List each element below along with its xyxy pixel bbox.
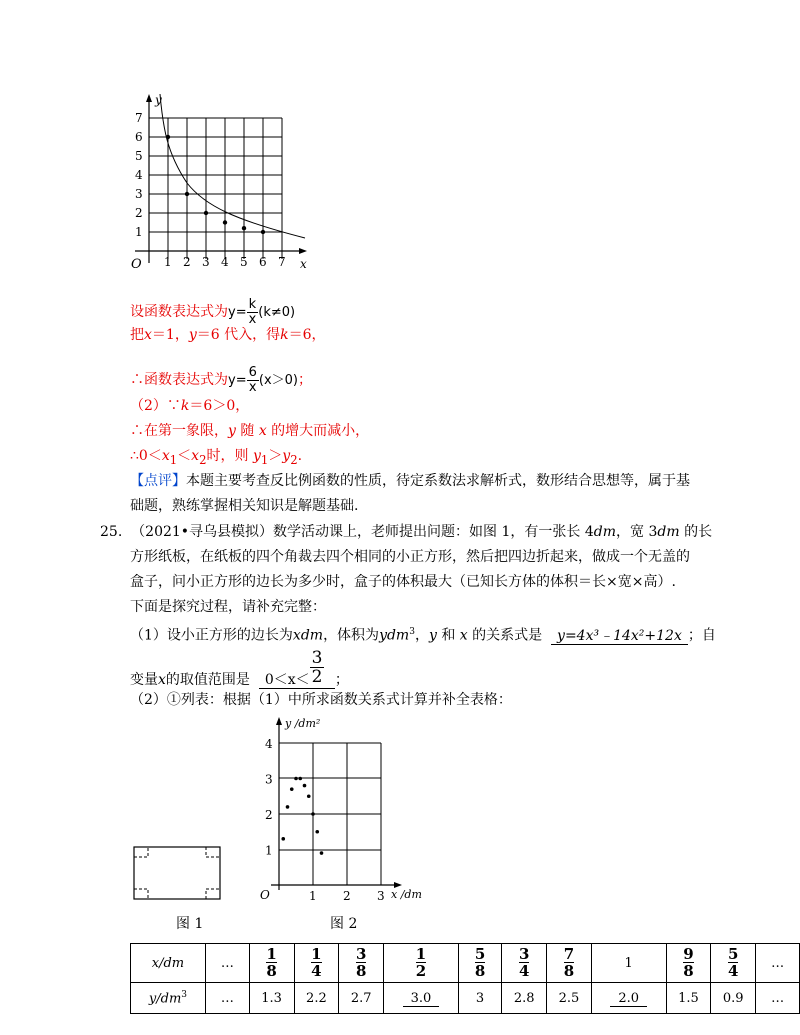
graph1-y-arrow <box>146 94 152 102</box>
graph2-x-tick: 3 <box>377 889 385 903</box>
table-cell-y: 1.3 <box>249 983 294 1014</box>
graph2-x-ticks <box>309 889 385 903</box>
table-cell-y: 3 <box>458 983 501 1014</box>
table-cell-y: 0.9 <box>711 983 756 1014</box>
graph1-origin: O <box>131 257 142 272</box>
table-cell-y: 3.0 <box>384 983 459 1014</box>
graph2-y-tick: 4 <box>265 737 273 751</box>
graph1-x-tick: 1 <box>164 255 172 269</box>
table-cell-x: $\frac{9}{8}$ <box>666 944 711 983</box>
solution-line-1: 设函数表达式为y= $\frac{k}{x}$ (k≠0) <box>130 297 296 327</box>
table-ellipsis: … <box>205 944 249 983</box>
problem25-line-1: 25. （2021•寻乌县模拟）数学活动课上，老师提出问题：如图 1，有一张长 4dm，宽 3dm 的长 <box>100 524 713 540</box>
graph2-grid <box>279 743 381 885</box>
graph2-point <box>281 837 285 841</box>
solution-line-4: （2）∵k＝6＞0， <box>130 398 250 414</box>
answer-range: 0＜x＜ $\frac{3}{2}$ <box>259 672 335 689</box>
graph1-x-label: x <box>300 257 307 271</box>
graph2-point <box>286 805 290 809</box>
graph1-y-tick: 2 <box>135 206 143 220</box>
graph1-point <box>261 230 265 234</box>
graph1-y-tick: 6 <box>135 130 143 144</box>
graph1-grid <box>149 118 300 259</box>
table-cell-x: $\frac{5}{4}$ <box>711 944 756 983</box>
figure1-rectangle <box>132 845 224 903</box>
problem25-q3: （2）①列表：根据（1）中所求函数关系式计算并补全表格： <box>130 692 512 708</box>
graph1-chart <box>125 88 315 278</box>
graph1-y-ticks <box>135 111 143 239</box>
graph2-point <box>298 777 302 781</box>
graph1-x-ticks <box>164 255 286 269</box>
graph2-y-tick: 1 <box>265 843 273 858</box>
solution-line-6: $\therefore 0<x_1<x_2$时，则 $y_1>y_2$. <box>130 448 303 467</box>
graph1-x-tick: 5 <box>240 255 248 269</box>
graph2-point <box>307 794 311 798</box>
graph1-point <box>242 226 246 230</box>
solution-line-5: ∴在第一象限，y 随 x 的增大而减小， <box>130 423 370 439</box>
graph2-y-tick: 2 <box>265 808 273 822</box>
graph2-points <box>281 777 323 855</box>
graph2-point <box>315 830 319 834</box>
table-row-x <box>131 944 800 983</box>
table-cell-x: $\frac{1}{4}$ <box>294 944 339 983</box>
table-ellipsis: … <box>756 983 800 1014</box>
graph1-point <box>185 192 189 196</box>
table-cell-y: 2.2 <box>294 983 339 1014</box>
figure2-caption: 图 2 <box>330 916 358 932</box>
graph1-y-tick: 5 <box>135 149 143 163</box>
table-cell-y: 1.5 <box>666 983 711 1014</box>
graph1-x-tick: 2 <box>183 255 191 269</box>
graph2-y-ticks <box>265 737 273 858</box>
graph1-points <box>166 135 265 234</box>
problem25-line-4: 下面是探究过程，请补充完整： <box>130 599 326 615</box>
graph1-y-label: y <box>155 93 162 107</box>
graph2-point <box>294 777 298 781</box>
graph2-chart <box>255 715 430 905</box>
graph2-origin: O <box>260 888 270 902</box>
graph2-point <box>303 784 307 788</box>
table-header-y: $y/dm^3$ <box>131 983 206 1014</box>
solution-line-2: 把x＝1，y＝6 代入，得k＝6， <box>130 327 326 343</box>
problem25-line-2: 方形纸板，在纸板的四个角裁去四个相同的小正方形，然后把四边折起来，做成一个无盖的 <box>130 549 690 565</box>
graph1-point <box>223 220 227 224</box>
table-cell-x: 1 <box>591 944 666 983</box>
graph2-point <box>290 787 294 791</box>
table-cell-x: $\frac{1}{2}$ <box>384 944 459 983</box>
comment-line-1: 【点评】本题主要考查反比例函数的性质，待定系数法求解析式，数形结合思想等，属于基 <box>130 473 690 489</box>
table-ellipsis: … <box>756 944 800 983</box>
graph1-point <box>204 211 208 215</box>
graph2-x-tick: 2 <box>343 889 351 903</box>
table-ellipsis: … <box>205 983 249 1014</box>
graph2-point <box>311 812 315 816</box>
table-cell-x: $\frac{1}{8}$ <box>249 944 294 983</box>
graph1-y-tick: 7 <box>135 111 143 125</box>
table-cell-y: 2.7 <box>339 983 384 1014</box>
graph2-x-label: x /dm <box>391 888 422 901</box>
comment-line-2: 础题，熟练掌握相关知识是解题基础. <box>130 498 359 514</box>
graph2-y-label: y /dm² <box>285 717 321 730</box>
answer-formula: y=4x³﹣14x²+12x <box>551 628 688 645</box>
solution-line-3: ∴函数表达式为y= $\frac{6}{x}$ (x＞0)； <box>130 365 312 395</box>
table-row-y <box>131 983 800 1014</box>
problem25-line-3: 盒子，问小正方形的边长为多少时，盒子的体积最大（已知长方体的体积＝长×宽×高）. <box>130 574 676 590</box>
graph1-x-tick: 3 <box>202 255 210 269</box>
graph2-y-tick: 3 <box>265 772 273 787</box>
problem25-q2: 变量x的取值范围是 0＜x＜ $\frac{3}{2}$ ； <box>130 648 349 688</box>
value-table <box>130 943 800 1014</box>
table-cell-y: 2.5 <box>547 983 592 1014</box>
graph1-x-tick: 6 <box>259 255 267 269</box>
table-header-x: x/dm <box>131 944 206 983</box>
table-cell-x: $\frac{3}{4}$ <box>502 944 547 983</box>
table-cell-x: $\frac{7}{8}$ <box>547 944 592 983</box>
table-cell-x: $\frac{3}{8}$ <box>339 944 384 983</box>
graph1-y-tick: 3 <box>135 187 143 201</box>
graph2-point <box>320 851 324 855</box>
graph2-x-tick: 1 <box>309 889 317 903</box>
table-cell-y: 2.8 <box>502 983 547 1014</box>
graph1-y-tick: 4 <box>135 168 143 182</box>
comment-tag: 【点评】 <box>130 473 186 489</box>
graph2-y-arrow <box>276 717 282 725</box>
figure1-caption: 图 1 <box>176 916 204 932</box>
graph1-x-tick: 7 <box>278 255 286 269</box>
graph1-y-tick: 1 <box>135 225 143 239</box>
table-cell-y: 2.0 <box>591 983 666 1014</box>
graph1-x-tick: 4 <box>221 255 229 269</box>
graph1-curve <box>160 94 305 238</box>
graph1-x-arrow <box>299 248 307 254</box>
graph1-point <box>166 135 170 139</box>
problem-number: 25. <box>100 524 123 540</box>
problem25-q1: （1）设小正方形的边长为xdm，体积为ydm$^3$，y 和 x 的关系式是 y=4x³﹣14x²+12x ；自 <box>130 627 716 644</box>
table-cell-x: $\frac{5}{8}$ <box>458 944 501 983</box>
